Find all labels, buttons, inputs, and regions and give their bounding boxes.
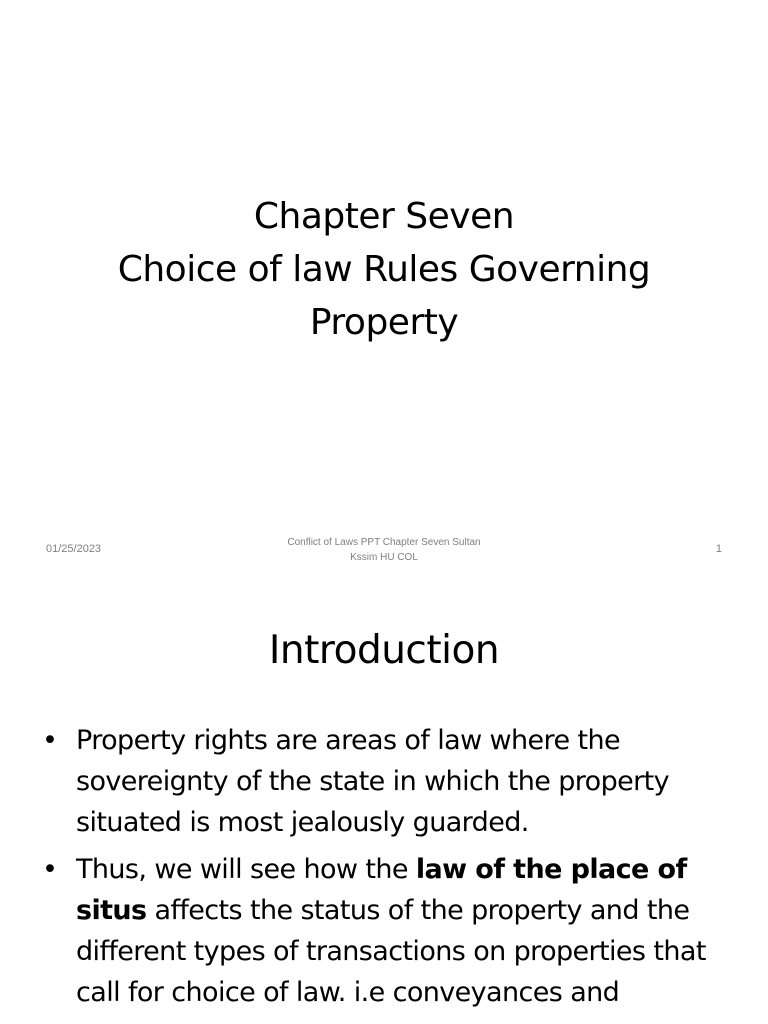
bullet-text-after: affects the status of the property and the different types of transactions on properties that call for choice of law. i.e conveyances and [76,895,706,1008]
bullet-icon: • [42,725,58,756]
bullet-bold-text: law of the place of situs [76,854,687,926]
slide-title [80,190,688,349]
bullet-list [42,720,728,1019]
title-line-2: Choice of law Rules Governing [117,249,651,290]
bullet-text-before: Thus, we will see how the [76,854,416,885]
bullet-item [42,720,728,843]
slide-heading: Introduction [268,628,500,673]
title-line-3: Property [309,302,459,343]
footer-center-text [260,535,508,565]
bullet-item [42,849,728,1013]
footer-date: 01/25/2023 [46,543,102,555]
bullet-text: Property rights are areas of law where the sovereignty of the state in which the property situated is most jealously guarded. [76,725,669,838]
footer-center-line-1: Conflict of Laws PPT Chapter Seven Sultan [287,537,481,548]
title-line-1: Chapter Seven [253,196,515,237]
slide-2 [0,576,768,1024]
footer-center-line-2: Kssim HU COL [350,552,418,563]
footer-page-number: 1 [715,543,722,555]
bullet-icon: • [42,854,58,885]
